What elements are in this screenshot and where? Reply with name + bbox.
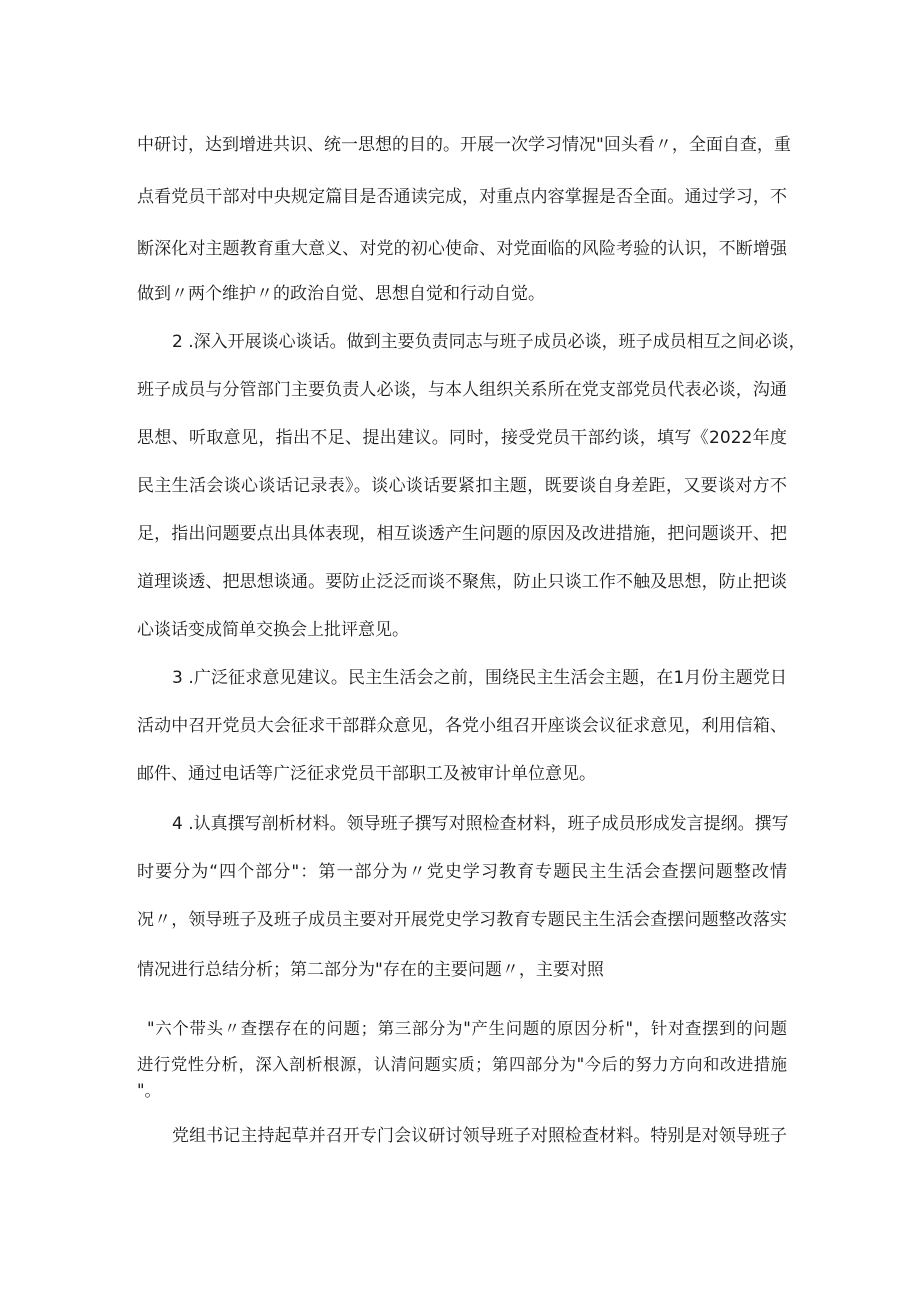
text-line: "六个带头〃查摆存在的问题；第三部分为"产生问题的原因分析"，针对查摆到的问题 bbox=[147, 1019, 787, 1038]
text-line: 中研讨，达到增进共识、统一思想的目的。开展一次学习情况"回头看〃，全面自查，重 bbox=[137, 135, 791, 155]
text-line: 思想、听取意见，指出不足、提出建议。同时，接受党员干部约谈，填写《2022年度 bbox=[137, 428, 787, 448]
paragraph-4-start: 4 .认真撰写剖析材料。领导班子撰写对照检查材料，班子成员形成发言提纲。撰写 bbox=[172, 814, 789, 834]
text-line: 足，指出问题要点出具体表现，相互谈透产生问题的原因及改进措施，把问题谈开、把 bbox=[137, 524, 787, 544]
text-line: 班子成员与分管部门主要负责人必谈，与本人组织关系所在党支部党员代表必谈，沟通 bbox=[137, 380, 787, 400]
text-line: 活动中召开党员大会征求干部群众意见，各党小组召开座谈会议征求意见，利用信箱、 bbox=[137, 716, 787, 736]
text-line: 情况进行总结分析；第二部分为"存在的主要问题〃，主要对照 bbox=[137, 960, 604, 980]
paragraph-2-start: 2 .深入开展谈心谈话。做到主要负责同志与班子成员必谈，班子成员相互之间必谈， bbox=[172, 332, 806, 352]
paragraph-3-start: 3 .广泛征求意见建议。民主生活会之前，围绕民主生活会主题，在1月份主题党日 bbox=[172, 668, 787, 688]
text-line: 邮件、通过电话等广泛征求党员干部职工及被审计单位意见。 bbox=[137, 764, 596, 784]
text-line: 道理谈透、把思想谈通。要防止泛泛而谈不聚焦，防止只谈工作不触及思想，防止把谈 bbox=[137, 572, 787, 592]
text-line: 做到〃两个维护〃的政治自觉、思想自觉和行动自觉。 bbox=[137, 284, 545, 304]
text-line: 民主生活会谈心谈话记录表》。谈心谈话要紧扣主题，既要谈自身差距，又要谈对方不 bbox=[137, 476, 787, 496]
text-line: 况〃，领导班子及班子成员主要对开展党史学习教育专题民主生活会查摆问题整改落实 bbox=[137, 910, 787, 930]
text-line: 断深化对主题教育重大意义、对党的初心使命、对党面临的风险考验的认识，不断增强 bbox=[137, 239, 787, 259]
text-line: 进行党性分析，深入剖析根源，认清问题实质；第四部分为"今后的努力方向和改进措施 bbox=[137, 1055, 787, 1074]
text-line: "。 bbox=[137, 1081, 161, 1100]
text-line: 心谈话变成简单交换会上批评意见。 bbox=[137, 620, 409, 640]
text-line: 时要分为“四个部分"：第一部分为〃党史学习教育专题民主生活会查摆问题整改情 bbox=[137, 862, 787, 882]
text-line: 点看党员干部对中央规定篇目是否通读完成，对重点内容掌握是否全面。通过学习，不 bbox=[137, 187, 787, 207]
paragraph-5-start: 党组书记主持起草并召开专门会议研讨领导班子对照检查材料。特别是对领导班子 bbox=[172, 1126, 787, 1146]
